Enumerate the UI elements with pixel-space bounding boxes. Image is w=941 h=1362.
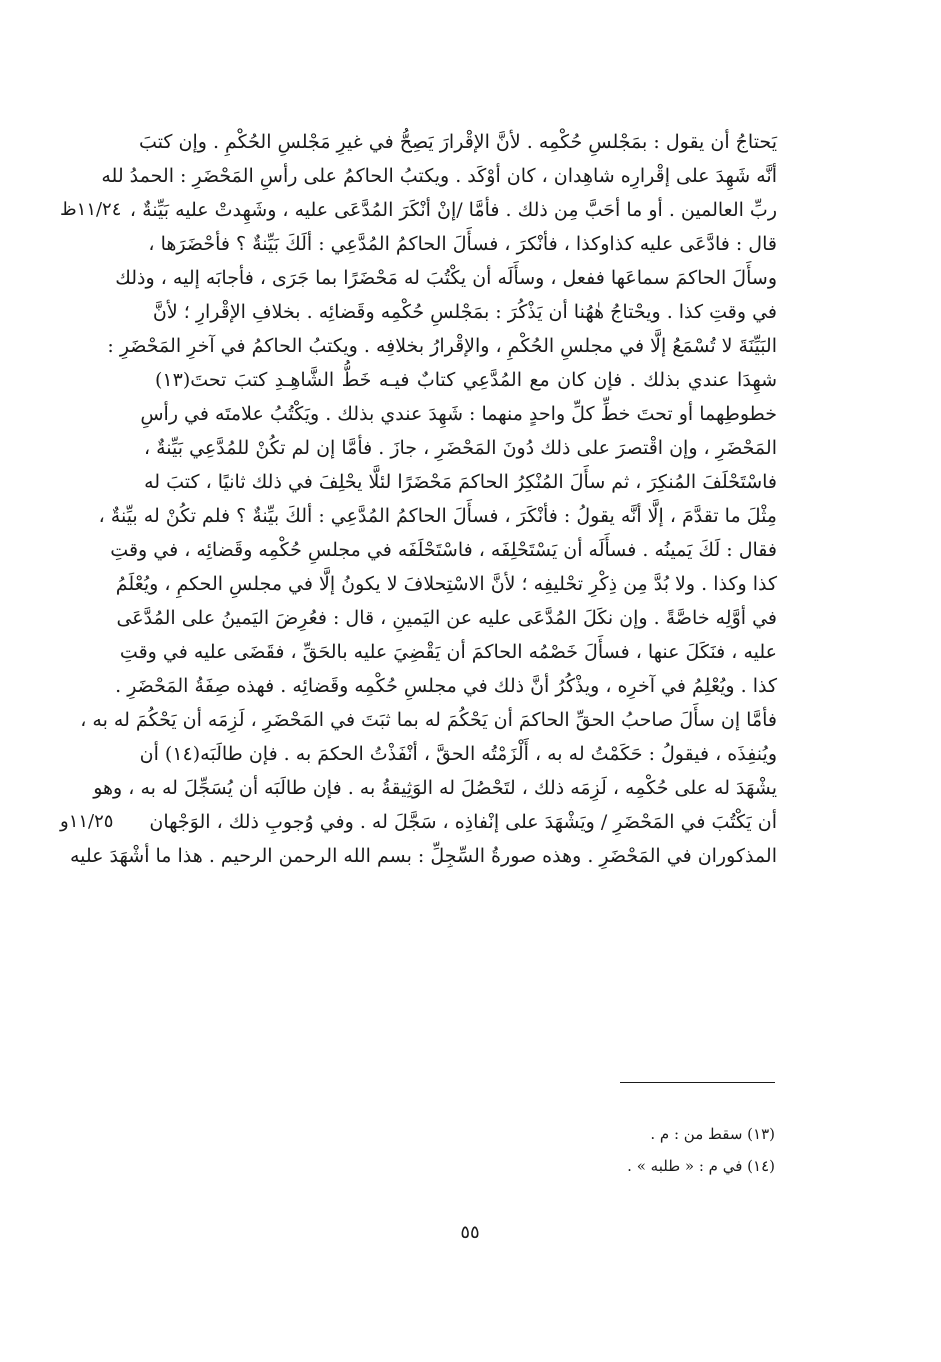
text-line: فقال : لَكَ يَمينُه . فسأَلَه أن يَسْتَحْلِفَه ، فاسْتَحْلَفَه في مجلسِ حُكْمِه وقَضائِه ، في وقتِ [110, 539, 777, 561]
text-line: ربِّ العالمين . أو ما أحَبَّ مِن ذلك . فأمَّا /إنْ أنْكَرَ المُدَّعَى عليه ، وشَهِدتْ عليه بَيِّنةٌ ، [129, 199, 777, 221]
text-line: فاسْتَحْلَفَ المُنكِرَ ، ثم سأَلَ المُنْكِرُ الحاكمَ مَحْضَرًا لئلَّا يحْلِفَ في ذلك ثانيًا ، كتبَ له [144, 471, 777, 493]
text-line: أنَّه شَهِدَ على إقْرارِه شاهِدان ، كان أوْكَد . ويكتبُ الحاكمُ على رأسِ المَحْضَرِ : الحمدُ لله [101, 165, 777, 187]
footnotes [300, 1118, 775, 1182]
page-number: ٥٥ [460, 1222, 480, 1243]
text-line: ويُنفِذَه ، فيقولُ : حَكَمْتُ له به ، أَلْزَمْتُه الحقَّ ، أنْفَذْتُ الحكمَ به . فإن طالَبَه(١٤) أن [139, 743, 777, 765]
text-line: البَيِّنَةَ لا تُسْمَعُ إلَّا في مجلسِ الحُكْمِ ، والإقْرارُ بخلافِه . ويكتبُ الحاكمُ في آخرِ المَحْضَرِ : [107, 335, 777, 357]
footnote: (١٣) سقط من : م . [650, 1125, 775, 1143]
text-line: المذكوران في المَحْضَرِ . وهذه صورةُ السِّجِلِّ : بسم الله الرحمن الرحيم . هذا ما أشْهَدَ عليه [69, 845, 777, 867]
text-line: يَحتاجُ أن يقول : بمَجْلسِ حُكْمِه . لأنَّ الإقْرارَ يَصِحُّ في غيرِ مَجْلسِ الحُكْمِ . وإن كتبَ [139, 131, 777, 153]
text-line: يشْهَدَ له على حُكْمِه ، لَزِمَه ذلك ، لتَحْصُلَ له الوَثِيقةُ به . فإن طالَبَه أن يُسَجِّلَ له به ، وهو [93, 777, 777, 799]
text-line: كذا وكذا . ولا بُدَّ مِن ذِكْرِ تحْليفِه ؛ لأنَّ الاسْتِحلافَ لا يكونُ إلَّا في مجلسِ الحكمِ ، ويُعْلَمُ [115, 573, 777, 595]
margin-note: ١١/٢٤ظ [60, 199, 122, 220]
footnote-rule [620, 1082, 775, 1083]
text-line: أن يَكْتُبَ في المَحْضَرِ / ويَشْهَدَ على إنْفاذِه ، سَجَّلَ له . وفي وُجوبِ ذلك ، الوَجْهان [149, 811, 777, 833]
text-line: شهِدَا عندي بذلك . فإن كان مع المُدَّعِي كتابٌ فيـه خَطُّ الشَّاهِـدِ كتبَ تحتَ(١٣) [155, 369, 777, 391]
text-line: عليه ، فنَكَلَ عنها ، فسأَلَ خَصْمُه الحاكمَ أن يَقْضِيَ عليه بالحَقِّ ، فقَضَى عليه في وقتِ [119, 641, 777, 663]
text-line: في أوَّلِه خاصَّةً . وإن نكَلَ المُدَّعَى عليه عن اليَمينِ ، قال : فعُرِضَ اليَمينُ على المُدَّعَى [116, 607, 777, 629]
text-line: خطوطِهما أو تحتَ خطِّ كلِّ واحدٍ منهما : شَهِدَ عندي بذلك . ويَكْتُبُ علامتَه في رأسِ [140, 403, 777, 425]
text-line: المَحْضَرِ ، وإن اقْتصرَ على ذلك دُونَ المَحْضَرِ ، جازَ . فأمَّا إن لم تكُنْ للمُدَّعِي بَيِّنةٌ ، [143, 437, 777, 459]
footnote: (١٤) في م : « طلبه » . [627, 1157, 775, 1175]
text-line: في وقتِ كذا . ويحْتاجُ هٰهُنا أن يَذْكُرَ : بمَجْلسِ حُكْمِه وقَضائِه . بخلافِ الإقْرارِ ؛ لأنَّ [152, 301, 777, 323]
margin-note: ١١/٢٥و [60, 811, 114, 832]
text-line: قال : فادَّعَى عليه كذاوكذا ، فأنْكرَ ، فسأَلَ الحاكمُ المُدَّعِي : ألَكَ بَيِّنةٌ ؟ فأحْضَرَها ، [148, 233, 777, 255]
text-line: مِثْلَ ما تقدَّمَ ، إلَّا أنَّه يقولُ : فأنْكَرَ ، فسأَلَ الحاكمُ المُدَّعِي : ألكَ بيِّنةٌ ؟ فلم تكُنْ له بيِّنةٌ ، [98, 505, 777, 527]
text-line: وسأَلَ الحاكمَ سماعَها ففعل ، وسأَلَه أن يكْتُبَ له مَحْضَرًا بما جَرَى ، فأجابَه إليه ، وذلك [115, 267, 777, 289]
text-line: فأمَّا إن سأَلَ صاحبُ الحقِّ الحاكمَ أن يَحْكُمَ له بما ثبَتَ في المَحْضَرِ ، لَزِمَه أن يَحْكُمَ له به ، [80, 709, 777, 731]
text-line: كذا . ويُعْلِمُ في آخرِه ، ويذْكُرُ أنَّ ذلك في مجلسِ حُكْمِه وقَضائِه . فهذه صِفَةُ المَحْضَرِ . [115, 675, 777, 697]
